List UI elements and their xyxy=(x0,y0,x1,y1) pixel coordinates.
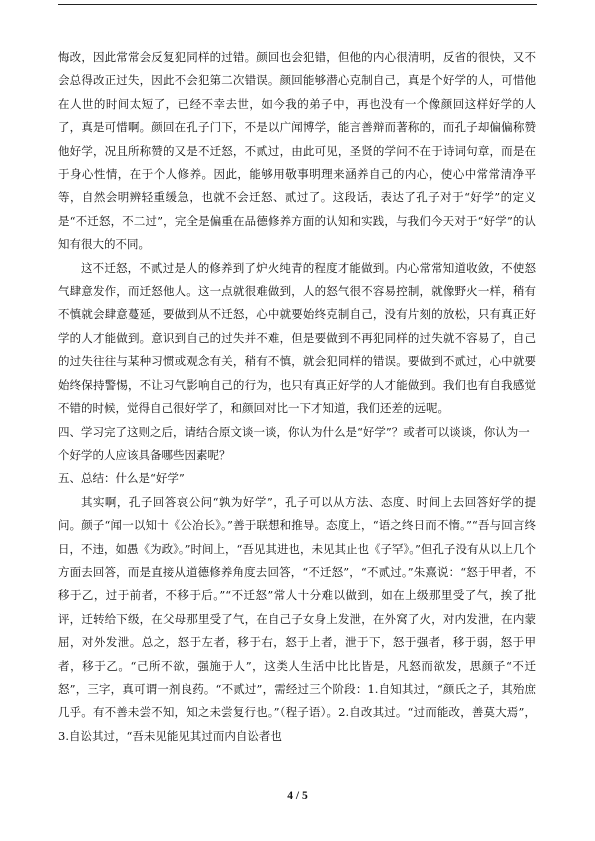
document-body xyxy=(58,46,536,748)
page-number: 4 / 5 xyxy=(287,790,308,802)
paragraph-1: 悔改，因此常常会反复犯同样的过错。颜回也会犯错，但他的内心很清明，反省的很快，又不会总得改正过失，因此不会犯第二次错误。颜回能够潜心克制自己，真是个好学的人，可惜他在人世的时间太短了，已经不幸去世，如今我的弟子中，再也没有一个像颜回这样好学的人了，真是可惜啊。颜回在孔子门下，不是以广闻博学，能言善辩而著称的，而孔子却偏偏称赞他好学，况且所称赞的又是不迁怒，不贰过，由此可见，圣贤的学问不在于诗词句章，而是在于身心性情，在于个人修养。因此，能够用敬事明理来涵养自己的内心，使心中常常清净平等，自然会明辨轻重缓急，也就不会迁怒、贰过了。这段话，表达了孔子对于“好学”的定义是“不迁怒，不二过”，完全是偏重在品德修养方面的认知和实践，与我们今天对于“好学”的认知有很大的不同。 xyxy=(58,50,536,252)
paragraph-2: 这不迁怒，不贰过是人的修养到了炉火纯青的程度才能做到。内心常常知道收敛，不使怒气肆意发作，而迁怒他人。这一点就很难做到，人的怒气很不容易控制，就像野火一样，稍有不慎就会肆意蔓延，要做到从不迁怒，心中就要始终克制自己，没有片刻的放松，只有真正好学的人才能做到。意识到自己的过失并不难，但是要做到不再犯同样的过失就不容易了，自己的过失往往与某种习惯或观念有关，稍有不慎，就会犯同样的错误。要做到不贰过，心中就要始终保持警惕，不让习气影响自己的行为，也只有真正好学的人才能做到。我们也有自我感觉不错的时候，觉得自己很好学了，和颜回对比一下才知道，我们还差的远呢。 xyxy=(58,260,536,416)
section-heading-5: 五、总结：什么是“好学” xyxy=(58,471,185,486)
section-heading-4: 四、学习完了这则之后，请结合原文谈一谈，你认为什么是“好学”？或者可以谈谈，你认为一个好学的人应该具备哪些因素呢？ xyxy=(58,424,530,462)
paragraph-3: 其实啊，孔子回答哀公问“孰为好学”，孔子可以从方法、态度、时间上去回答好学的提问。颜子“闻一以知十《公冶长》。”善于联想和推导。态度上，“语之终日而不惰。”“吾与回言终日，不违，如愚《为政》。”时间上，“吾见其进也，未见其止也《子罕》。”但孔子没有从以上几个方面去回答，而是直接从道德修养角度去回答，“不迁怒”，“不贰过。”朱熹说：“怒于甲者，不移于乙，过于前者，不移于后。”“不迁怒”常人十分难以做到，如在上级那里受了气，挨了批评，迁转给下级，在父母那里受了气，在自己子女身上发泄，在外窝了火，对内发泄，在内蒙屈，对外发泄。总之，怒于左者，移于右，怒于上者，泄于下，怒于强者，移于弱，怒于甲者，移于乙。“己所不欲，强施于人”，这类人生活中比比皆是，凡怒而欲发，思颜子“不迁怒”，三字，真可谓一剂良药。“不贰过”，需经过三个阶段：1.自知其过，“颜氏之子，其殆庶几乎。有不善未尝不知，知之未尝复行也。”（程子语）。2.自改其过。“过而能改，善莫大焉”，3.自讼其过，“吾未见能见其过而内自讼者也 xyxy=(58,494,536,743)
header-rule xyxy=(58,4,537,5)
